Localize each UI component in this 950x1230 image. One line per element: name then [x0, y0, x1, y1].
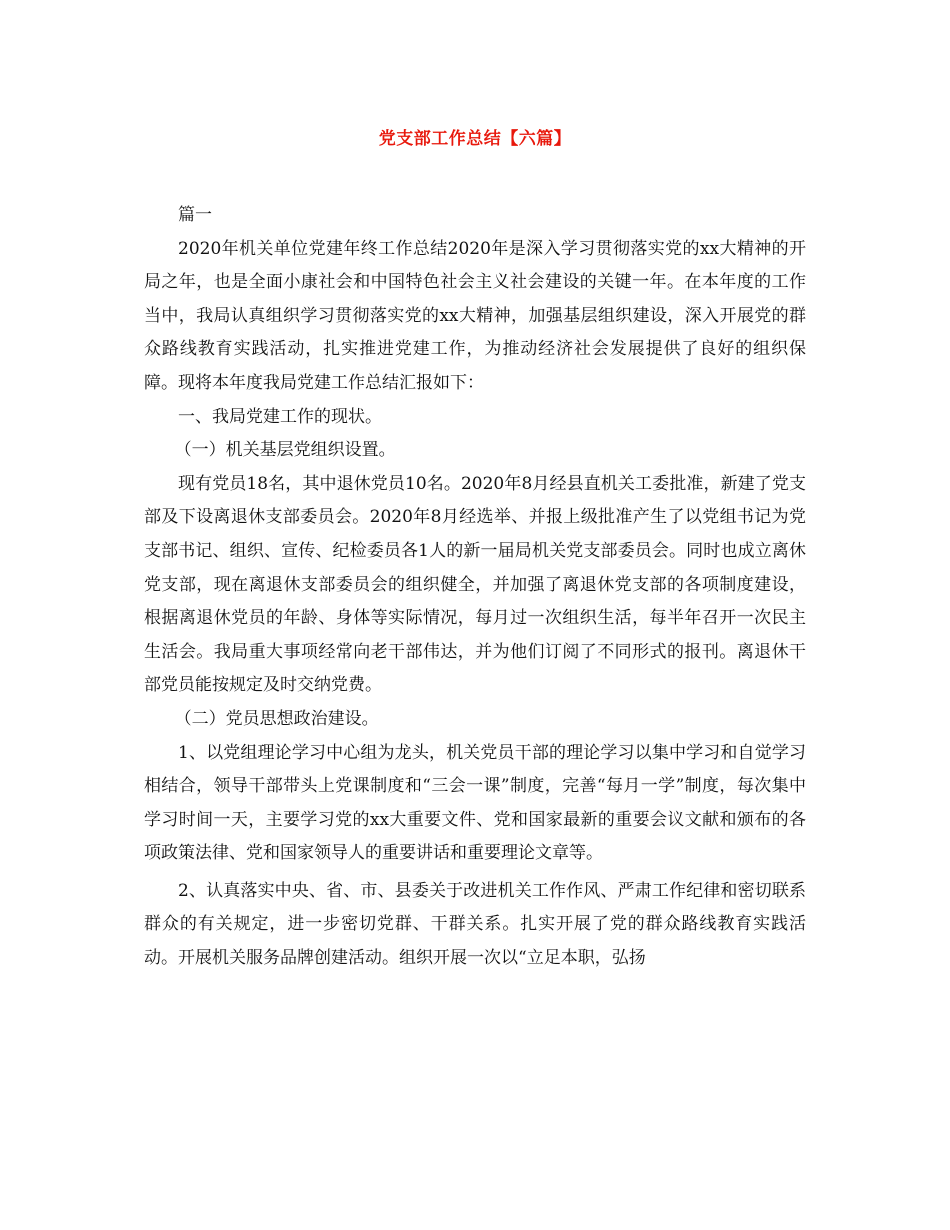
work-style-paragraph: 2、认真落实中央、省、市、县委关于改进机关工作作风、严肃工作纪律和密切联系群众的有关规定，进一步密切党群、干群关系。扎实开展了党的群众路线教育实践活动。开展机关服务品牌创建活动。组织开展一次以“立足本职，弘扬: [144, 880, 806, 969]
subsection-heading-organization: （一）机关基层党组织设置。: [174, 440, 396, 461]
document-body: [144, 199, 806, 976]
section-heading-current-status: 一、我局党建工作的现状。: [178, 406, 382, 427]
document-title: 党支部工作总结【六篇】: [378, 129, 572, 149]
subsection-heading-ideology: （二）党员思想政治建设。: [174, 708, 379, 729]
section-heading-part-one: 篇一: [178, 205, 212, 225]
study-paragraph: 1、以党组理论学习中心组为龙头，机关党员干部的理论学习以集中学习和自觉学习相结合，领导干部带头上党课制度和“三会一课”制度，完善“每月一学”制度，每次集中学习时间一天，主要学习党的xx大重要文件、党和国家最新的重要会议文献和颁布的各项政策法律、党和国家领导人的重要讲话和重要理论文章等。: [144, 742, 806, 864]
intro-paragraph: 2020年机关单位党建年终工作总结2020年是深入学习贯彻落实党的xx大精神的开局之年，也是全面小康社会和中国特色社会主义社会建设的关键一年。在本年度的工作当中，我局认真组织学习贯彻落实党的xx大精神，加强基层组织建设，深入开展党的群众路线教育实践活动，扎实推进党建工作，为推动经济社会发展提供了良好的组织保障。现将本年度我局党建工作总结汇报如下：: [144, 238, 806, 393]
organization-paragraph: 现有党员18名，其中退休党员10名。2020年8月经县直机关工委批准，新建了党支部及下设离退休支部委员会。2020年8月经选举、并报上级批准产生了以党组书记为党支部书记、组织、宣传、纪检委员各1人的新一届局机关党支部委员会。同时也成立离休党支部，现在离退休支部委员会的组织健全，并加强了离退休党支部的各项制度建设，根据离退休党员的年龄、身体等实际情况，每月过一次组织生活，每半年召开一次民主生活会。我局重大事项经常向老干部伟达，并为他们订阅了不同形式的报刊。离退休干部党员能按规定及时交纳党费。: [144, 473, 806, 696]
